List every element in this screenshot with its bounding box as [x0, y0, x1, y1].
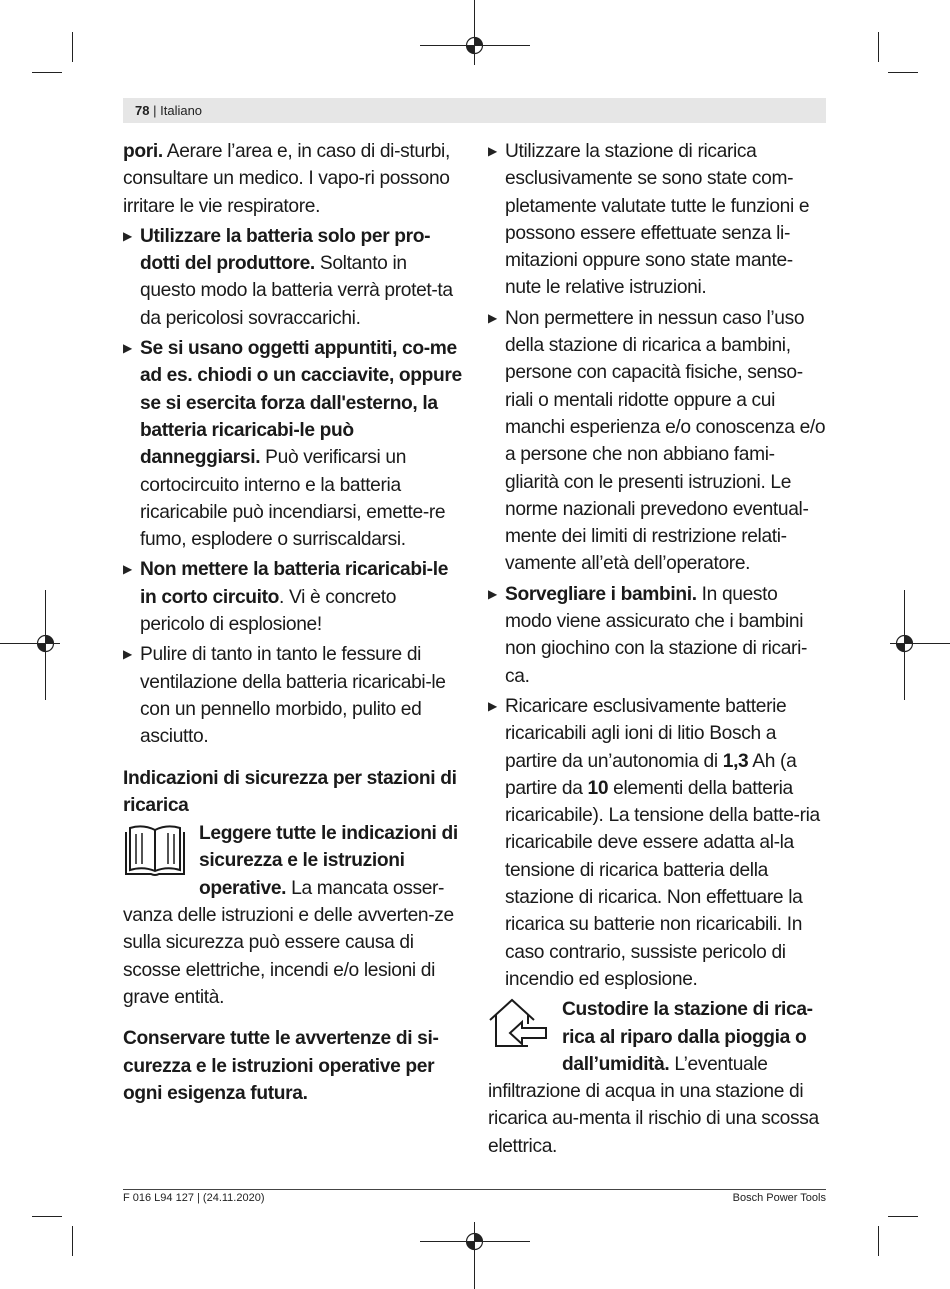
bold-text: Sorvegliare i bambini.: [505, 583, 697, 605]
warning-block: [123, 820, 463, 1011]
indoor-warning-block: [488, 996, 826, 1160]
bullet-triangle-icon: ▶: [488, 698, 497, 713]
bullet-triangle-icon: ▶: [488, 586, 497, 601]
book-icon: [123, 824, 187, 880]
bold-text: pori.: [123, 141, 163, 162]
section-heading: Indicazioni di sicurezza per stazioni di ricarica: [123, 767, 457, 816]
left-column: [123, 138, 463, 1107]
footer-doc-code: F 016 L94 127 | (24.11.2020): [123, 1192, 265, 1204]
bullet-triangle-icon: ▶: [123, 341, 132, 356]
bullet-triangle-icon: ▶: [488, 310, 497, 325]
page-header: [135, 103, 202, 118]
bold-text: Custodire la stazione di rica-rica al riparo dalla pioggia o dall’umidità.: [562, 999, 813, 1075]
crop-mark: [878, 32, 879, 62]
crop-mark: [888, 72, 918, 73]
crop-mark: [72, 32, 73, 62]
registration-mark-icon: [464, 1231, 485, 1252]
list-item: [123, 223, 463, 332]
bold-text: Non mettere la batteria ricaricabi-le in corto circuito: [140, 559, 449, 608]
list-item: [488, 693, 826, 993]
list-item: [123, 556, 463, 638]
crop-mark: [878, 1226, 879, 1256]
registration-mark-icon: [35, 633, 56, 654]
list-item: [123, 641, 463, 750]
body-text: Non permettere in nessun caso l’uso della stazione di ricarica a bambini, persone con capacità fisiche, senso-riali o mentali ridotte oppure a cui manchi esperienza e/o conoscenza e/o a persone che non abbiano fami-gliarità con le presenti istruzioni. Le norme nazionali prevedono eventual-mente dei limiti di restrizione relati-vamente all’età dell’operatore.: [505, 307, 826, 575]
bullet-triangle-icon: ▶: [123, 647, 132, 662]
body-text: Ricaricare esclusivamente batterie ricaricabili agli ioni di litio Bosch a partire da un’autonomia di: [505, 695, 787, 772]
registration-mark-icon: [894, 633, 915, 654]
body-text: Utilizzare la stazione di ricarica esclusivamente se sono state com-pletamente valutate tutte le funzioni e possono essere effettuate senza li-mitazioni oppure sono state mante-nute le relative istruzioni.: [505, 141, 810, 299]
bold-text: 10: [587, 777, 609, 799]
page-header-bar: [123, 98, 826, 123]
header-language: Italiano: [160, 103, 203, 118]
header-separator: |: [153, 103, 157, 118]
keep-instructions-heading: Conservare tutte le avvertenze di si-curezza e le istruzioni operative per ogni esigenza futura.: [123, 1028, 439, 1104]
body-text: . Vi è concreto pericolo di esplosione!: [140, 586, 397, 636]
house-arrow-icon: [488, 998, 550, 1050]
body-text: La mancata osser-vanza delle istruzioni e delle avverten-ze sulla sicurezza può essere causa di scosse elettriche, incendi e/o lesioni di grave entità.: [123, 877, 454, 1008]
body-text: Soltanto in questo modo la batteria verrà protet-ta da pericolosi sovraccarichi.: [140, 253, 453, 329]
registration-mark-icon: [464, 35, 485, 56]
crop-mark: [888, 1216, 918, 1217]
bold-text: 1,3: [722, 750, 749, 772]
body-text: Pulire di tanto in tanto le fessure di ventilazione della batteria ricaricabi-le con un pennello morbido, pulito ed asciutto.: [140, 644, 446, 748]
list-item: [488, 305, 826, 578]
list-item: [123, 335, 463, 553]
body-text: Può verificarsi un cortocircuito interno e la batteria ricaricabile può incendiarsi, emette-re fumo, esplodere o surriscaldarsi.: [140, 447, 446, 551]
body-text: Ah (a partire da: [505, 750, 797, 799]
bullet-triangle-icon: ▶: [123, 228, 132, 243]
bold-text: Utilizzare la batteria solo per pro-dotti del produttore.: [140, 225, 431, 275]
bullet-triangle-icon: ▶: [488, 144, 497, 158]
footer-rule: [123, 1189, 826, 1190]
paragraph: [123, 138, 463, 220]
page-number: 78: [135, 103, 150, 118]
bullet-triangle-icon: ▶: [123, 562, 132, 577]
right-column: [488, 138, 826, 1160]
body-text: In questo modo viene assicurato che i bambini non giochino con la stazione di ricari-ca.: [505, 583, 808, 687]
list-item: [488, 138, 826, 302]
body-text: elementi della batteria ricaricabile). La tensione della batte-ria ricaricabile deve essere adatta al-la tensione di ricarica batteria della stazione di ricarica. Non effettuare la ricarica su batterie non ricaricabili. In caso contrario, sussiste pericolo di incendio ed esplosione.: [505, 777, 820, 990]
bold-text: Se si usano oggetti appuntiti, co-me ad es. chiodi o un cacciavite, oppure se si esercita forza dall'esterno, la batteria ricaricabi-le può danneggiarsi.: [140, 338, 462, 469]
crop-mark: [32, 1216, 62, 1217]
bold-text: Leggere tutte le indicazioni di sicurezza e le istruzioni operative.: [199, 823, 458, 899]
body-text: L’eventuale infiltrazione di acqua in una stazione di ricarica au-menta il rischio di una scossa elettrica.: [488, 1053, 819, 1157]
footer-brand: Bosch Power Tools: [732, 1192, 826, 1204]
list-item: [488, 581, 826, 690]
body-text: Aerare l’area e, in caso di di-sturbi, consultare un medico. I vapo-ri possono irritare le vie respiratore.: [123, 141, 450, 217]
crop-mark: [72, 1226, 73, 1256]
crop-mark: [32, 72, 62, 73]
